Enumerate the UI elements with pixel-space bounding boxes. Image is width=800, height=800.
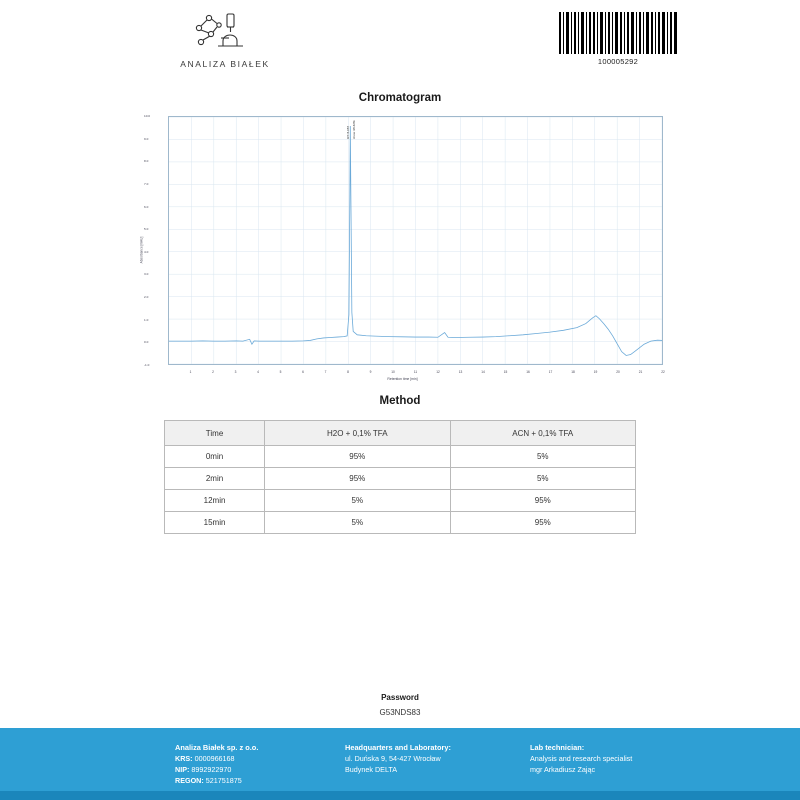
footer-technician-role: Analysis and research specialist <box>530 754 633 763</box>
table-cell: 5% <box>450 468 635 490</box>
footer-technician-name: mgr Arkadiusz Zając <box>530 765 596 774</box>
table-row <box>165 512 636 534</box>
footer-krs-key: KRS: <box>175 754 193 763</box>
table-header-row <box>165 421 636 446</box>
table-cell: 2min <box>165 468 265 490</box>
chart-y-tick: 9.0 <box>144 136 149 141</box>
chart-x-tick: 15 <box>503 370 508 374</box>
chart-y-tick: 3.0 <box>144 272 149 277</box>
table-cell: 0min <box>165 446 265 468</box>
method-table-head <box>165 421 636 446</box>
footer-regon-key: REGON: <box>175 776 204 785</box>
chart-x-tick: 1 <box>189 370 192 374</box>
chromatogram-title: Chromatogram <box>358 92 442 104</box>
footer-company-block <box>175 742 325 786</box>
chart-x-tick: 12 <box>436 370 440 374</box>
table-row <box>165 446 636 468</box>
chart-y-tick: 2.0 <box>144 295 149 300</box>
barcode-block <box>558 12 678 66</box>
brand-name: ANALIZA BIAŁEK <box>180 59 270 69</box>
footer-nip-value: 8992922970 <box>191 765 232 774</box>
chart-x-tick: 6 <box>302 370 304 374</box>
peak-annotation: RT: 8.087 <box>346 125 351 139</box>
chart-y-tick: 8.0 <box>144 159 149 164</box>
table-row <box>165 490 636 512</box>
chart-x-tick: 3 <box>234 370 237 374</box>
brand-logo <box>165 8 285 69</box>
table-row <box>165 468 636 490</box>
footer-hq-block <box>345 742 520 775</box>
table-cell: 12min <box>165 490 265 512</box>
method-table-body <box>165 446 636 534</box>
footer-hq-title: Headquarters and Laboratory: <box>345 743 451 752</box>
chart-x-tick: 11 <box>413 370 418 374</box>
table-cell: 15min <box>165 512 265 534</box>
chart-x-tick: 16 <box>526 370 530 374</box>
chart-svg <box>169 117 662 364</box>
password-block <box>0 693 800 717</box>
footer-regon <box>175 775 325 786</box>
table-cell: 5% <box>450 446 635 468</box>
footer-nip <box>175 764 325 775</box>
chromatogram-chart <box>140 112 665 387</box>
footer-krs <box>175 753 325 764</box>
chart-x-tick: 17 <box>548 370 553 374</box>
microscope-molecule-icon <box>165 8 285 56</box>
chart-x-tick: 14 <box>481 370 485 374</box>
chart-y-axis-label: Absorbance [mAU] <box>139 236 144 263</box>
barcode-icon <box>558 12 678 54</box>
chart-x-tick: 19 <box>593 370 598 374</box>
chart-y-tick: 4.0 <box>144 249 149 254</box>
table-cell: 95% <box>450 512 635 534</box>
chart-x-tick: 21 <box>638 370 643 374</box>
chart-x-tick: 7 <box>324 370 327 374</box>
chart-x-tick: 9 <box>369 370 372 374</box>
chart-y-tick: -1.0 <box>144 363 150 367</box>
footer-technician-block <box>530 742 710 775</box>
method-title: Method <box>379 395 421 407</box>
chart-x-tick: 4 <box>257 370 259 374</box>
footer-nip-key: NIP: <box>175 765 190 774</box>
chart-y-tick: 10.0 <box>144 114 151 118</box>
footer-accent-strip <box>0 791 800 800</box>
page-header <box>0 0 800 88</box>
chart-x-tick: 2 <box>212 370 214 374</box>
table-cell: 5% <box>265 512 450 534</box>
password-value: G53NDS83 <box>379 708 421 717</box>
chart-x-tick: 13 <box>458 370 463 374</box>
chart-x-tick: 10 <box>391 370 395 374</box>
chart-y-tick: 7.0 <box>144 181 149 186</box>
method-table <box>164 420 636 534</box>
footer-company-name: Analiza Białek sp. z o.o. <box>175 743 259 752</box>
chart-x-tick: 22 <box>661 370 665 374</box>
footer-hq-address: ul. Duńska 9, 54-427 Wrocław <box>345 754 441 763</box>
chart-x-tick: 18 <box>571 370 575 374</box>
barcode-number: 100005292 <box>597 57 639 66</box>
column-header-time: Time <box>165 421 265 446</box>
table-cell: 95% <box>265 468 450 490</box>
footer-krs-value: 0000966168 <box>194 754 235 763</box>
chart-x-tick: 8 <box>347 370 349 374</box>
column-header-water: H2O + 0,1% TFA <box>265 421 450 446</box>
table-cell: 95% <box>450 490 635 512</box>
footer-technician-title: Lab technician: <box>530 743 585 752</box>
table-cell: 95% <box>265 446 450 468</box>
chart-y-tick: 5.0 <box>144 227 149 232</box>
footer-regon-value: 521751875 <box>205 776 242 785</box>
chart-x-tick: 5 <box>279 370 282 374</box>
chart-y-tick: 1.0 <box>144 317 149 322</box>
column-header-acn: ACN + 0,1% TFA <box>450 421 635 446</box>
chart-x-axis-label: Retention time [min] <box>387 377 418 381</box>
page-footer <box>0 728 800 800</box>
password-label: Password <box>381 693 419 702</box>
chart-plot-area <box>168 116 663 365</box>
table-cell: 5% <box>265 490 450 512</box>
chart-y-tick: 0.0 <box>144 340 149 345</box>
peak-annotation: Area: 98.32% <box>352 120 357 139</box>
footer-hq-building: Budynek DELTA <box>345 765 398 774</box>
chart-y-tick: 6.0 <box>144 204 149 209</box>
chart-x-tick: 20 <box>616 370 620 374</box>
